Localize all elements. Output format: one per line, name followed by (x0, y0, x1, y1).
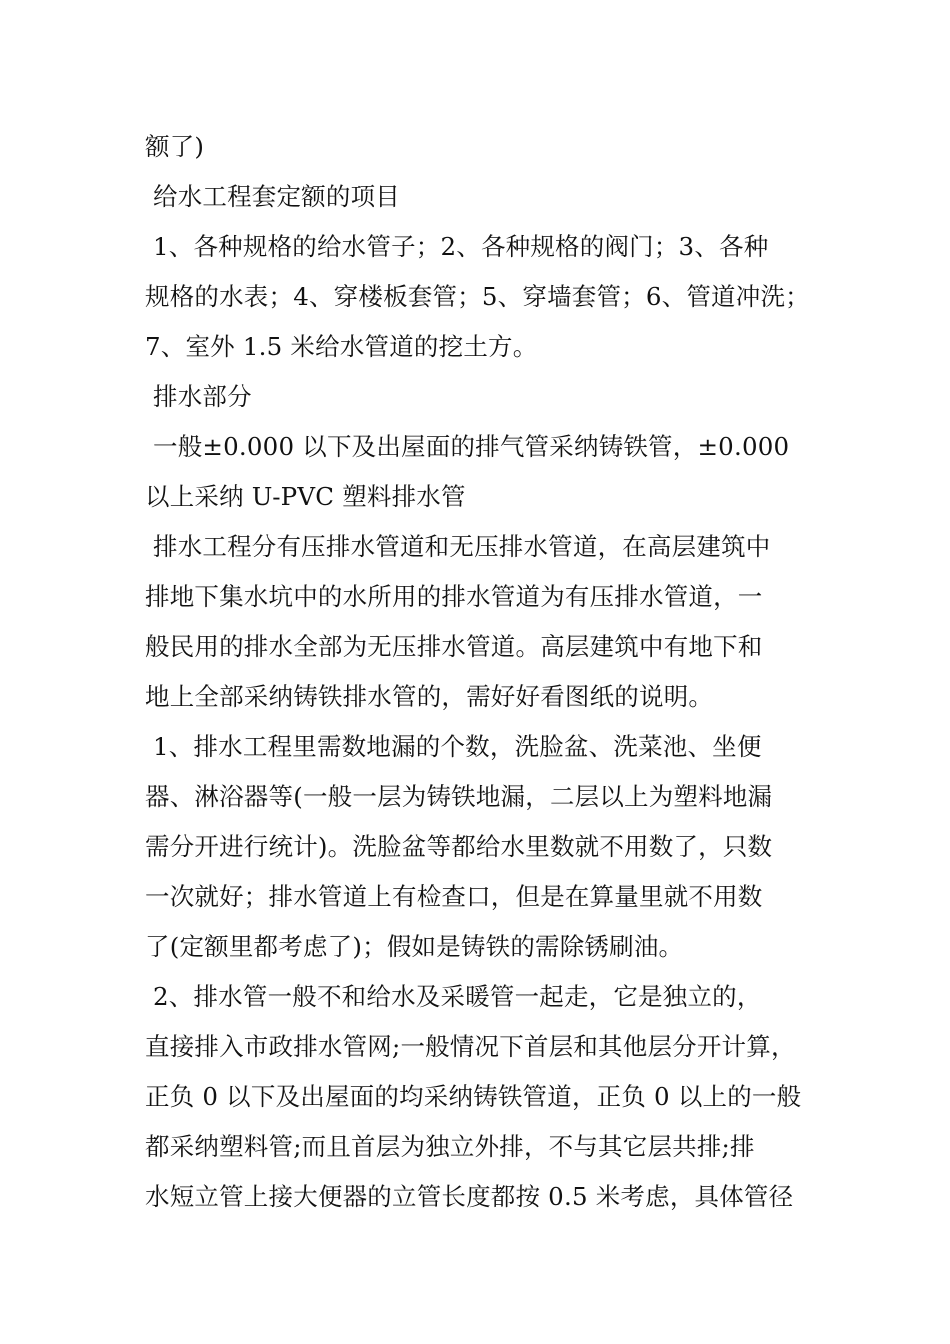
text-line: 地上全部采纳铸铁排水管的，需好好看图纸的说明。 (145, 682, 714, 711)
text-line: 器、淋浴器等(一般一层为铸铁地漏，二层以上为塑料地漏 (145, 782, 773, 811)
document-body (145, 122, 825, 1222)
text-line: 排地下集水坑中的水所用的排水管道为有压排水管道，一 (145, 582, 763, 611)
text-line: 排水工程分有压排水管道和无压排水管道，在高层建筑中 (145, 532, 771, 561)
text-line: 都采纳塑料管;而且首层为独立外排，不与其它层共排;排 (145, 1132, 755, 1161)
text-line: 规格的水表；4、穿楼板套管；5、穿墙套管；6、管道冲洗； (145, 282, 810, 311)
text-line: 1、排水工程里需数地漏的个数，洗脸盆、洗菜池、坐便 (145, 732, 762, 761)
text-line: 一次就好；排水管道上有检查口，但是在算量里就不用数 (145, 882, 763, 911)
text-line: 7、室外 1.5 米给水管道的挖土方。 (145, 332, 538, 361)
text-line: 一般±0.000 以下及出屋面的排气管采纳铸铁管，±0.000 (145, 432, 790, 461)
text-line: 了(定额里都考虑了)；假如是铸铁的需除锈刷油。 (145, 932, 684, 961)
text-line: 正负 0 以下及出屋面的均采纳铸铁管道，正负 0 以上的一般 (145, 1082, 802, 1111)
text-line: 直接排入市政排水管网;一般情况下首层和其他层分开计算， (145, 1032, 796, 1061)
text-line: 般民用的排水全部为无压排水管道。高层建筑中有地下和 (145, 632, 763, 661)
text-line: 额了) (145, 132, 205, 161)
text-line: 2、排水管一般不和给水及采暖管一起走，它是独立的， (145, 982, 762, 1011)
text-line: 以上采纳 U-PVC 塑料排水管 (145, 482, 466, 511)
section-heading: 排水部分 (145, 382, 252, 411)
section-heading: 给水工程套定额的项目 (145, 182, 400, 211)
text-line: 需分开进行统计)。洗脸盆等都给水里数就不用数了，只数 (145, 832, 773, 861)
text-line: 水短立管上接大便器的立管长度都按 0.5 米考虑，具体管径 (145, 1182, 794, 1211)
text-line: 1、各种规格的给水管子；2、各种规格的阀门；3、各种 (145, 232, 769, 261)
